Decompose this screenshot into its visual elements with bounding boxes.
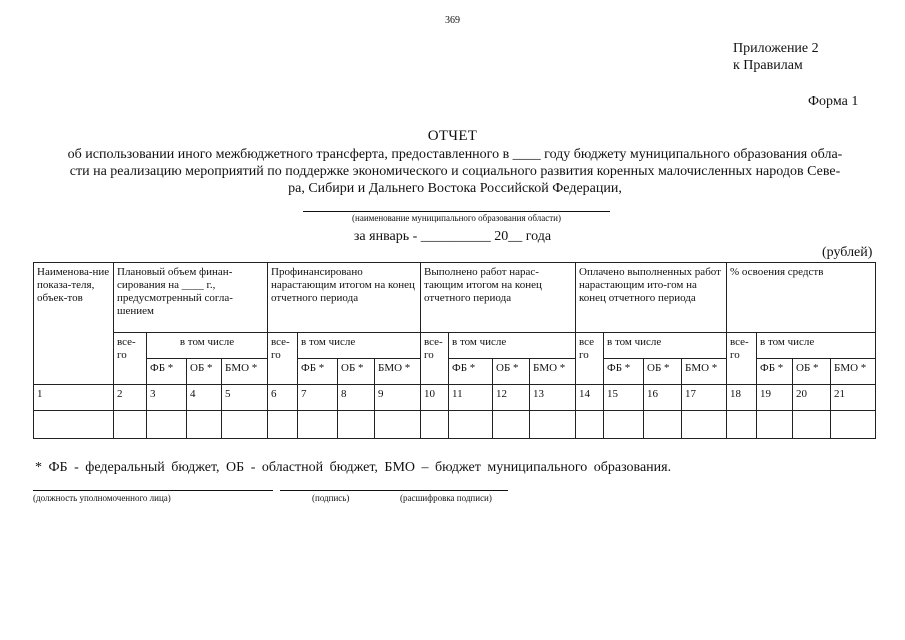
- form-label: Форма 1: [808, 94, 859, 109]
- sub-header-fb: ФБ *: [298, 359, 338, 385]
- column-number: 4: [187, 385, 222, 411]
- column-number: 18: [727, 385, 757, 411]
- sign-caption: (подпись): [312, 493, 350, 503]
- table-cell[interactable]: [268, 411, 298, 439]
- column-number: 10: [421, 385, 449, 411]
- column-number: 11: [449, 385, 493, 411]
- col-header-name: Наименова-ние показа-теля, объек-тов: [34, 263, 114, 385]
- incl-label: в том числе: [298, 333, 421, 359]
- column-number: 12: [493, 385, 530, 411]
- sub-header-ob: ОБ *: [644, 359, 682, 385]
- decode-caption: (расшифровка подписи): [400, 493, 492, 503]
- incl-label: в том числе: [449, 333, 576, 359]
- column-number: 7: [298, 385, 338, 411]
- table-cell[interactable]: [727, 411, 757, 439]
- column-number: 5: [222, 385, 268, 411]
- sub-header-bmo: БМО *: [222, 359, 268, 385]
- table-cell[interactable]: [449, 411, 493, 439]
- municipality-caption: (наименование муниципального образования области): [352, 213, 561, 223]
- sub-header-ob: ОБ *: [338, 359, 375, 385]
- table-cell[interactable]: [375, 411, 421, 439]
- sub-header-bmo: БМО *: [530, 359, 576, 385]
- total-label: все го: [576, 333, 604, 385]
- table-cell[interactable]: [222, 411, 268, 439]
- sub-header-fb: ФБ *: [449, 359, 493, 385]
- column-number: 19: [757, 385, 793, 411]
- subtitle-line-2: сти на реализацию мероприятий по поддержке экономического и социального развития коренных малочисленных народов Севе-: [69, 164, 841, 179]
- column-number: 6: [268, 385, 298, 411]
- sign-signature-line: [280, 490, 508, 491]
- column-number: 8: [338, 385, 375, 411]
- table-cell[interactable]: [298, 411, 338, 439]
- table-cell[interactable]: [530, 411, 576, 439]
- column-number: 3: [147, 385, 187, 411]
- col-header-paid: Оплачено выполненных работ нарастающим ито-гом на конец отчетного периода: [576, 263, 727, 333]
- header-row-groups: [34, 263, 876, 333]
- report-subtitle: [37, 146, 873, 197]
- sub-header-fb: ФБ *: [757, 359, 793, 385]
- table-cell[interactable]: [757, 411, 793, 439]
- incl-label: в том числе: [604, 333, 727, 359]
- column-number: 13: [530, 385, 576, 411]
- footnote: * ФБ - федеральный бюджет, ОБ - областной бюджет, БМО – бюджет муниципального образования.: [35, 460, 672, 475]
- incl-label: в том числе: [757, 333, 876, 359]
- total-label: все-го: [421, 333, 449, 385]
- table-cell[interactable]: [338, 411, 375, 439]
- header-row-totals: [34, 333, 876, 359]
- position-caption: (должность уполномоченного лица): [33, 493, 171, 503]
- total-label: все-го: [727, 333, 757, 385]
- column-number: 14: [576, 385, 604, 411]
- sub-header-bmo: БМО *: [831, 359, 876, 385]
- report-title: ОТЧЕТ: [427, 128, 478, 144]
- col-header-performed: Выполнено работ нарас-тающим итогом на конец отчетного периода: [421, 263, 576, 333]
- sub-header-ob: ОБ *: [793, 359, 831, 385]
- total-label: все-го: [114, 333, 147, 385]
- column-number: 17: [682, 385, 727, 411]
- column-number-row: [34, 385, 876, 411]
- sub-header-ob: ОБ *: [187, 359, 222, 385]
- table-cell[interactable]: [147, 411, 187, 439]
- col-header-financed: Профинансировано нарастающим итогом на конец отчетного периода: [268, 263, 421, 333]
- sub-header-fb: ФБ *: [604, 359, 644, 385]
- col-header-planned: Плановый объем финан-сирования на ____ г., предусмотренный согла-шением: [114, 263, 268, 333]
- table-cell[interactable]: [831, 411, 876, 439]
- table-cell[interactable]: [604, 411, 644, 439]
- table-cell[interactable]: [493, 411, 530, 439]
- col-header-percent: % освоения средств: [727, 263, 876, 333]
- municipality-name-line: [303, 211, 610, 212]
- column-number: 2: [114, 385, 147, 411]
- appendix-line-2: к Правилам: [733, 58, 803, 73]
- table-cell[interactable]: [34, 411, 114, 439]
- column-number: 15: [604, 385, 644, 411]
- appendix-line-1: Приложение 2: [733, 41, 819, 56]
- appendix-reference: [733, 40, 819, 74]
- table-row: [34, 411, 876, 439]
- table-cell[interactable]: [644, 411, 682, 439]
- incl-label: в том числе: [147, 333, 268, 359]
- report-table: [33, 262, 876, 439]
- table-cell[interactable]: [682, 411, 727, 439]
- units-label: (рублей): [822, 245, 873, 260]
- table-cell[interactable]: [576, 411, 604, 439]
- total-label: все-го: [268, 333, 298, 385]
- sub-header-fb: ФБ *: [147, 359, 187, 385]
- sub-header-bmo: БМО *: [682, 359, 727, 385]
- table-cell[interactable]: [793, 411, 831, 439]
- sub-header-ob: ОБ *: [493, 359, 530, 385]
- column-number: 16: [644, 385, 682, 411]
- page-number: 369: [445, 15, 460, 26]
- reporting-period: за январь - __________ 20__ года: [353, 229, 552, 244]
- subtitle-line-3: ра, Сибири и Дальнего Востока Российской Федерации,: [288, 181, 622, 196]
- table-cell[interactable]: [421, 411, 449, 439]
- subtitle-line-1: об использовании иного межбюджетного трансферта, предоставленного в ____ году бюджету муниципального образования обла-: [67, 147, 843, 162]
- position-signature-line: [33, 490, 273, 491]
- column-number: 9: [375, 385, 421, 411]
- sub-header-bmo: БМО *: [375, 359, 421, 385]
- table-cell[interactable]: [114, 411, 147, 439]
- column-number: 20: [793, 385, 831, 411]
- column-number: 21: [831, 385, 876, 411]
- table-cell[interactable]: [187, 411, 222, 439]
- column-number: 1: [34, 385, 114, 411]
